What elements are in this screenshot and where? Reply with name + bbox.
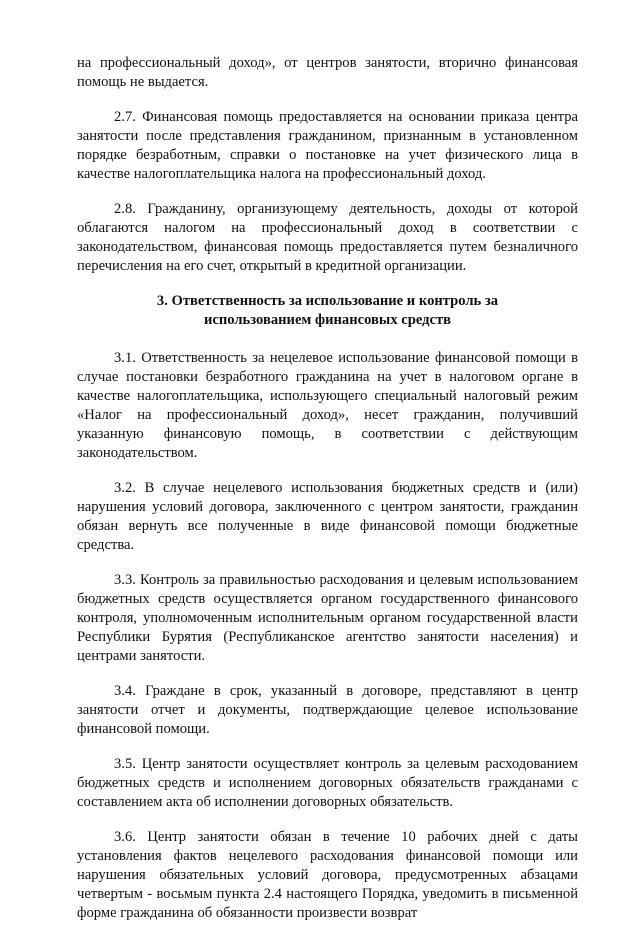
paragraph-3-6: 3.6. Центр занятости обязан в течение 10 рабочих дней с даты установления фактов нецелевого расходования финансовой помощи или нарушения обязательных условий договора, предусмотренных абзацами четвертым - восьмым пункта 2.4 настоящего Порядка, уведомить в письменной форме гражданина об обязанности произвести возврат <box>77 829 578 921</box>
section-3-heading-line2: использованием финансовых средств <box>203 312 452 328</box>
section-3-heading <box>77 292 578 330</box>
paragraph-2-8: 2.8. Гражданину, организующему деятельность, доходы от которой облагаются налогом на профессиональный доход в соответствии с законодательством, финансовая помощь предоставляется путем безналичного перечисления на его счет, открытый в кредитной организации. <box>77 201 578 274</box>
section-3-heading-line1: 3. Ответственность за использование и контроль за <box>156 293 499 309</box>
paragraph-3-5: 3.5. Центр занятости осуществляет контроль за целевым расходованием бюджетных средств и исполнением договорных обязательств гражданами с составлением акта об исполнении договорных обязательств. <box>77 756 578 810</box>
paragraph-continuation: на профессиональный доход», от центров занятости, вторично финансовая помощь не выдается. <box>77 55 578 90</box>
paragraph-2-7: 2.7. Финансовая помощь предоставляется на основании приказа центра занятости после представления гражданином, признанным в установленном порядке безработным, справки о постановке на учет физического лица в качестве налогоплательщика налога на профессиональный доход. <box>77 109 578 182</box>
paragraph-3-2: 3.2. В случае нецелевого использования бюджетных средств и (или) нарушения условий договора, заключенного с центром занятости, гражданин обязан вернуть все полученные в виде финансовой помощи бюджетные средства. <box>77 480 578 553</box>
paragraph-3-1: 3.1. Ответственность за нецелевое использование финансовой помощи в случае постановки безработного гражданина на учет в налоговом органе в качестве налогоплательщика, использующего специальный налоговый режим «Налог на профессиональный доход», несет гражданин, получивший указанную финансовую помощь, в соответствии с действующим законодательством. <box>77 350 578 461</box>
paragraph-3-4: 3.4. Граждане в срок, указанный в договоре, представляют в центр занятости отчет и документы, подтверждающие целевое использование финансовой помощи. <box>77 683 578 737</box>
paragraph-3-3: 3.3. Контроль за правильностью расходования и целевым использованием бюджетных средств осуществляется органом государственного финансового контроля, уполномоченным исполнительным органом государственной власти Республики Бурятия (Республиканское агентство занятости населения) и центрами занятости. <box>77 572 578 664</box>
document-page <box>77 54 578 939</box>
